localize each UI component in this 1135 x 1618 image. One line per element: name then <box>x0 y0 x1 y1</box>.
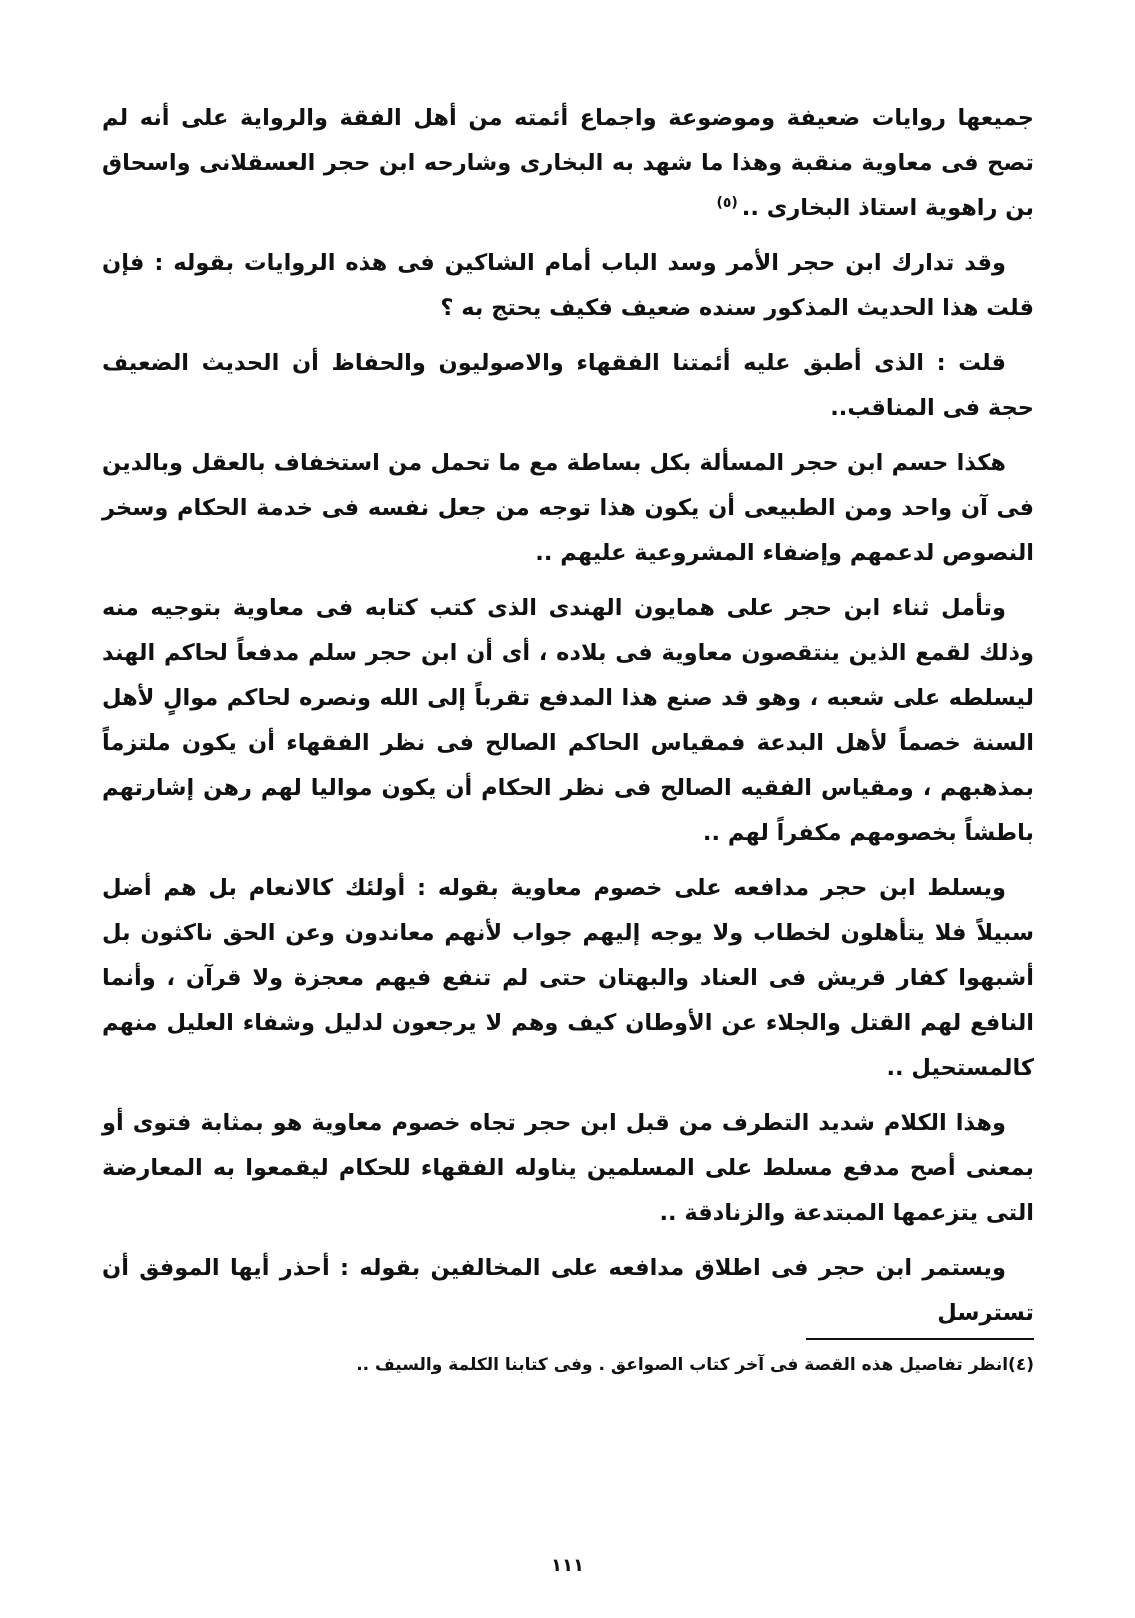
page-number: ١١١ <box>551 1555 584 1576</box>
footnote-separator <box>806 1338 1034 1340</box>
paragraph-3: قلت : الذى أطبق عليه أئمتنا الفقهاء والاصوليون والحفاظ أن الحديث الضعيف حجة فى المناقب.. <box>102 350 1034 421</box>
paragraph-7: وهذا الكلام شديد التطرف من قبل ابن حجر تجاه خصوم معاوية هو بمثابة فتوى أو بمعنى أصح مدفع مسلط على المسلمين يناوله الفقهاء للحكام ليقمعوا به المعارضة التى يتزعمها المبتدعة والزنادقة .. <box>102 1110 1034 1226</box>
paragraph-6: ويسلط ابن حجر مدافعه على خصوم معاوية بقوله : أولئك كالانعام بل هم أضل سبيلاً فلا يتأهلون لخطاب ولا يوجه إليهم جواب لأنهم معاندون وعن الحق ناكثون بل أشبهوا كفار قريش فى العناد والبهتان حتى لم تنفع فيهم معجزة ولا قرآن ، وأنما النافع لهم القتل والجلاء عن الأوطان كيف وهم لا يرجعون لدليل وشفاء العليل منهم كالمستحيل .. <box>102 875 1034 1081</box>
paragraph-8: ويستمر ابن حجر فى اطلاق مدافعه على المخالفين بقوله : أحذر أيها الموفق أن تسترسل <box>102 1255 1034 1326</box>
paragraph-1 <box>102 96 1034 231</box>
footnote-reference: (٥) <box>716 194 738 211</box>
paragraph-5: وتأمل ثناء ابن حجر على همايون الهندى الذى كتب كتابه فى معاوية بتوجيه منه وذلك لقمع الذين ينتقصون معاوية فى بلاده ، أى أن ابن حجر سلم مدفعاً لحاكم الهند ليسلطه على شعبه ، وهو قد صنع هذا المدفع تقرباً إلى الله ونصره لحاكم موالٍ لأهل السنة خصماً لأهل البدعة فمقياس الحاكم الصالح فى نظر الفقهاء أن يكون ملتزماً بمذهبهم ، ومقياس الفقيه الصالح فى نظر الحكام أن يكون مواليا لهم رهن إشارتهم باطشاً بخصومهم مكفراً لهم .. <box>102 595 1034 846</box>
body-text <box>102 96 1034 1346</box>
footnote: (٤)انظر تفاصيل هذه القصة فى آخر كتاب الصواعق . وفى كتابنا الكلمة والسيف .. <box>356 1355 1034 1375</box>
paragraph-4: هكذا حسم ابن حجر المسألة بكل بساطة مع ما تحمل من استخفاف بالعقل وبالدين فى آن واحد ومن الطبيعى أن يكون هذا توجه من جعل نفسه فى خدمة الحكام وسخر النصوص لدعمهم وإضفاء المشروعية عليهم .. <box>102 450 1034 566</box>
paragraph-2: وقد تدارك ابن حجر الأمر وسد الباب أمام الشاكين فى هذه الروايات بقوله : فإن قلت هذا الحديث المذكور سنده ضعيف فكيف يحتج به ؟ <box>102 250 1034 321</box>
paragraph-1-text: جميعها روايات ضعيفة وموضوعة واجماع أئمته من أهل الفقة والرواية على أنه لم تصح فى معاوية منقبة وهذا ما شهد به البخارى وشارحه ابن حجر العسقلانى واسحاق بن راهوية استاذ البخارى .. <box>102 105 1034 221</box>
